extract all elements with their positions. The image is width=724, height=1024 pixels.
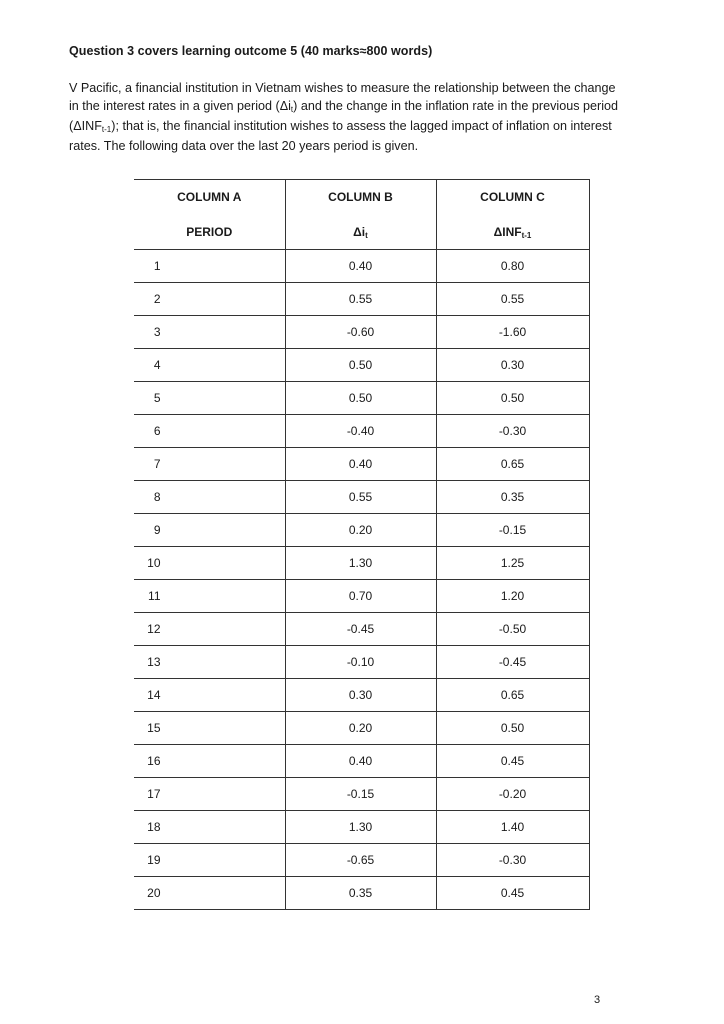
delta-i-cell: 0.30 xyxy=(285,679,436,712)
column-b-subtitle xyxy=(285,214,436,250)
intro-line-2 xyxy=(69,97,659,117)
table-row xyxy=(134,547,589,580)
delta-i-cell: -0.60 xyxy=(285,316,436,349)
intro-sub-t: t xyxy=(290,105,294,114)
period-cell: 5 xyxy=(134,382,285,415)
header-row-titles xyxy=(134,180,589,215)
delta-inf-cell: -0.50 xyxy=(436,613,589,646)
delta-i-cell: 0.20 xyxy=(285,712,436,745)
column-b-var: Δi xyxy=(353,224,366,239)
period-cell: 1 xyxy=(134,250,285,283)
header-row-variables xyxy=(134,214,589,250)
delta-i-cell: -0.10 xyxy=(285,646,436,679)
delta-i-cell: -0.45 xyxy=(285,613,436,646)
delta-i-cell: 0.55 xyxy=(285,481,436,514)
table-row xyxy=(134,844,589,877)
data-table xyxy=(134,179,590,910)
delta-i-cell: 1.30 xyxy=(285,811,436,844)
intro-line-3-start: (ΔINF xyxy=(69,119,102,133)
period-cell: 15 xyxy=(134,712,285,745)
column-a-subtitle: PERIOD xyxy=(134,214,285,250)
period-cell: 9 xyxy=(134,514,285,547)
intro-line-2-start: in the interest rates in a given period (Δi xyxy=(69,99,291,113)
column-b-var-sub: t xyxy=(365,230,368,240)
table-row xyxy=(134,613,589,646)
table-row xyxy=(134,811,589,844)
period-cell: 12 xyxy=(134,613,285,646)
delta-inf-cell: 0.80 xyxy=(436,250,589,283)
table-row xyxy=(134,349,589,382)
table-row xyxy=(134,778,589,811)
delta-inf-cell: 0.65 xyxy=(436,679,589,712)
period-cell: 10 xyxy=(134,547,285,580)
column-c-title: COLUMN C xyxy=(436,180,589,215)
intro-line-1: V Pacific, a financial institution in Vietnam wishes to measure the relationship between the change xyxy=(69,81,616,95)
period-cell: 2 xyxy=(134,283,285,316)
delta-i-cell: 0.40 xyxy=(285,745,436,778)
delta-inf-cell: 1.20 xyxy=(436,580,589,613)
delta-i-cell: -0.40 xyxy=(285,415,436,448)
delta-i-cell: 0.35 xyxy=(285,877,436,910)
table-row xyxy=(134,283,589,316)
delta-inf-cell: 0.30 xyxy=(436,349,589,382)
table-row xyxy=(134,646,589,679)
period-cell: 17 xyxy=(134,778,285,811)
table-row xyxy=(134,382,589,415)
delta-inf-cell: -0.30 xyxy=(436,844,589,877)
data-table-body xyxy=(134,180,589,910)
delta-inf-cell: 0.65 xyxy=(436,448,589,481)
intro-line-4: rates. The following data over the last 20 years period is given. xyxy=(69,139,419,153)
table-row xyxy=(134,316,589,349)
delta-inf-cell: -0.20 xyxy=(436,778,589,811)
period-cell: 11 xyxy=(134,580,285,613)
table-row xyxy=(134,580,589,613)
column-b-title: COLUMN B xyxy=(285,180,436,215)
period-cell: 19 xyxy=(134,844,285,877)
delta-inf-cell: -1.60 xyxy=(436,316,589,349)
table-row xyxy=(134,481,589,514)
delta-inf-cell: 0.35 xyxy=(436,481,589,514)
column-c-subtitle xyxy=(436,214,589,250)
delta-i-cell: 0.20 xyxy=(285,514,436,547)
column-c-var-sub: t-1 xyxy=(521,230,532,240)
period-cell: 14 xyxy=(134,679,285,712)
delta-i-cell: 0.40 xyxy=(285,448,436,481)
delta-i-cell: -0.65 xyxy=(285,844,436,877)
intro-paragraph xyxy=(69,79,659,155)
delta-inf-cell: 0.45 xyxy=(436,745,589,778)
intro-sub-t1: t-1 xyxy=(101,125,112,134)
period-cell: 4 xyxy=(134,349,285,382)
delta-i-cell: 0.50 xyxy=(285,349,436,382)
delta-i-cell: 0.55 xyxy=(285,283,436,316)
delta-inf-cell: 0.45 xyxy=(436,877,589,910)
table-row xyxy=(134,448,589,481)
table-row xyxy=(134,712,589,745)
delta-inf-cell: -0.30 xyxy=(436,415,589,448)
delta-inf-cell: 1.40 xyxy=(436,811,589,844)
delta-i-cell: 0.70 xyxy=(285,580,436,613)
delta-i-cell: 0.50 xyxy=(285,382,436,415)
period-cell: 7 xyxy=(134,448,285,481)
period-cell: 20 xyxy=(134,877,285,910)
period-cell: 18 xyxy=(134,811,285,844)
delta-i-cell: 1.30 xyxy=(285,547,436,580)
column-c-var: ΔINF xyxy=(493,224,522,239)
delta-inf-cell: 0.55 xyxy=(436,283,589,316)
period-cell: 13 xyxy=(134,646,285,679)
question-heading: Question 3 covers learning outcome 5 (40 marks≈800 words) xyxy=(69,44,433,58)
page-number: 3 xyxy=(594,994,601,1006)
delta-i-cell: 0.40 xyxy=(285,250,436,283)
table-row xyxy=(134,877,589,910)
period-cell: 16 xyxy=(134,745,285,778)
intro-line-2-end: ) and the change in the inflation rate in the previous period xyxy=(293,99,619,113)
intro-line-3-end: ); that is, the financial institution wishes to assess the lagged impact of inflation on interest xyxy=(111,119,612,133)
intro-line-3 xyxy=(69,117,659,137)
delta-inf-cell: 0.50 xyxy=(436,382,589,415)
delta-inf-cell: -0.15 xyxy=(436,514,589,547)
delta-i-cell: -0.15 xyxy=(285,778,436,811)
table-row xyxy=(134,745,589,778)
delta-inf-cell: 0.50 xyxy=(436,712,589,745)
delta-inf-cell: 1.25 xyxy=(436,547,589,580)
period-cell: 3 xyxy=(134,316,285,349)
period-cell: 8 xyxy=(134,481,285,514)
table-row xyxy=(134,514,589,547)
delta-inf-cell: -0.45 xyxy=(436,646,589,679)
table-row xyxy=(134,679,589,712)
column-a-title: COLUMN A xyxy=(134,180,285,215)
table-row xyxy=(134,415,589,448)
period-cell: 6 xyxy=(134,415,285,448)
table-row xyxy=(134,250,589,283)
